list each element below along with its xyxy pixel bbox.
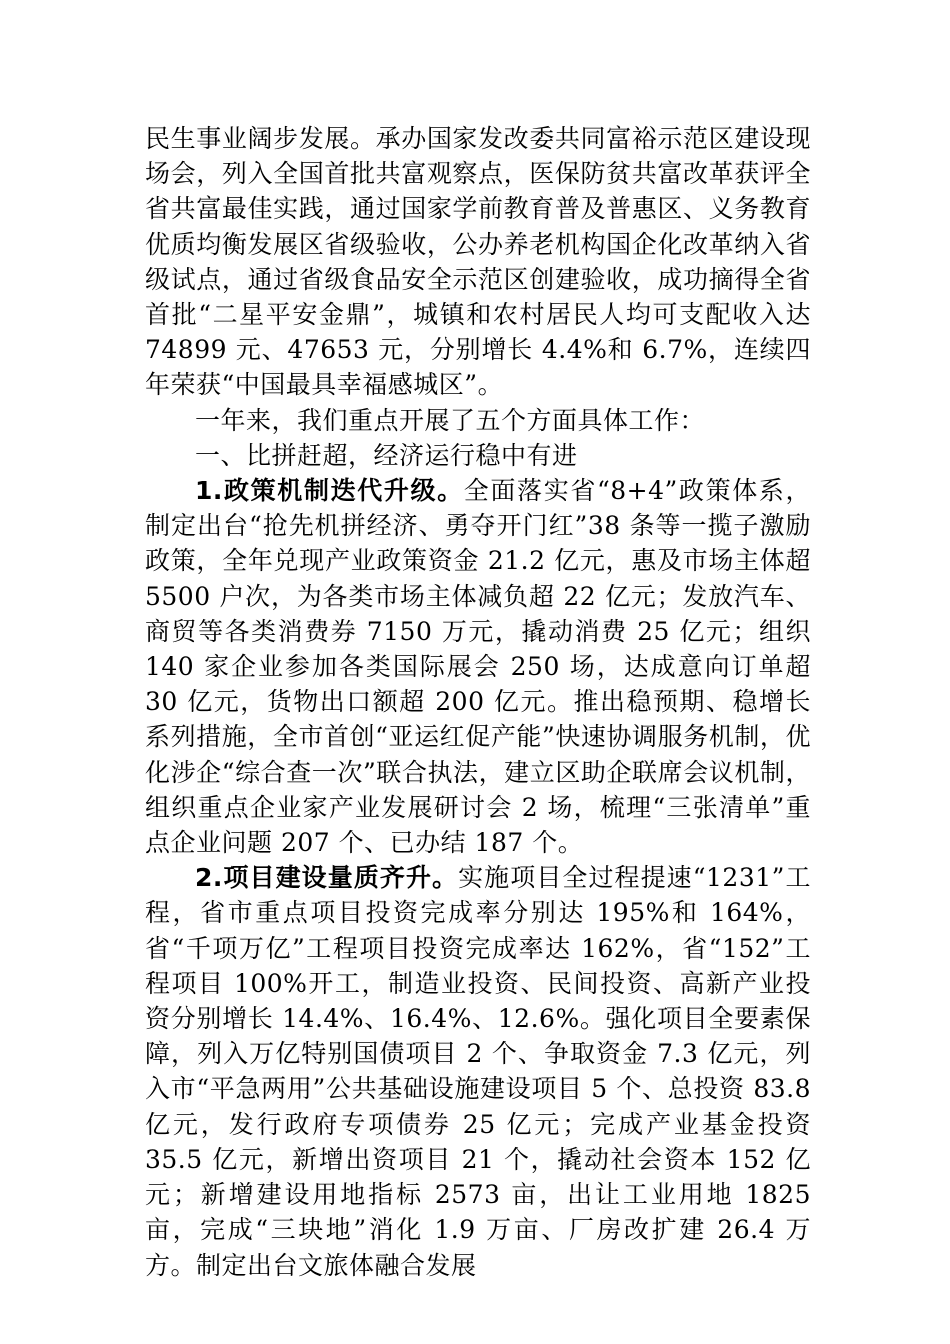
paragraph-policy (145, 473, 811, 860)
document-body (145, 121, 811, 1283)
paragraph-projects-heading: 2.项目建设量质齐升。 (195, 863, 459, 893)
paragraph-policy-body: 全面落实省“8+4”政策体系，制定出台“抢先机拼经济、勇夺开门红”38 条等一揽子激励政策，全年兑现产业政策资金 21.2 亿元，惠及市场主体超 5500 户次，为各类市场主体减负超 22 亿元；发放汽车、商贸等各类消费券 7150 万元，撬动消费 25 亿元；组织 140 家企业参加各类国际展会 250 场，达成意向订单超 30 亿元，货物出口额超 200 亿元。推出稳预期、稳增长系列措施，全市首创“亚运红促产能”快速协调服务机制，优化涉企“综合查一次”联合执法，建立区助企联席会议机制，组织重点企业家产业发展研讨会 2 场，梳理“三张清单”重点企业问题 207 个、已办结 187 个。 (145, 476, 811, 858)
paragraph-projects-body: 实施项目全过程提速“1231”工程，省市重点项目投资完成率分别达 195%和 164%，省“千项万亿”工程项目投资完成率达 162%，省“152”工程项目 100%开工，制造业投资、民间投资、高新产业投资分别增长 14.4%、16.4%、12.6%。强化项目全要素保障，列入万亿特别国债项目 2 个、争取资金 7.3 亿元，列入市“平急两用”公共基础设施建设项目 5 个、总投资 83.8 亿元，发行政府专项债券 25 亿元；完成产业基金投资 35.5 亿元，新增出资项目 21 个，撬动社会资本 152 亿元；新增建设用地指标 2573 亩，出让工业用地 1825 亩，完成“三块地”消化 1.9 万亩、厂房改扩建 26.4 万方。制定出台文旅体融合发展 (145, 863, 811, 1280)
paragraph-projects (145, 860, 811, 1282)
paragraph-livelihood: 民生事业阔步发展。承办国家发改委共同富裕示范区建设现场会，列入全国首批共富观察点，医保防贫共富改革获评全省共富最佳实践，通过国家学前教育普及普惠区、义务教育优质均衡发展区省级验收，公办养老机构国企化改革纳入省级试点，通过省级食品安全示范区创建验收，成功摘得全省首批“二星平安金鼎”，城镇和农村居民人均可支配收入达 74899 元、47653 元，分别增长 4.4%和 6.7%，连续四年荣获“中国最具幸福感城区”。 (145, 124, 811, 400)
paragraph-intro: 一年来，我们重点开展了五个方面具体工作： (195, 405, 706, 435)
paragraph-policy-heading: 1.政策机制迭代升级。 (195, 476, 464, 506)
section-heading-1: 一、比拼赶超，经济运行稳中有进 (195, 440, 578, 470)
